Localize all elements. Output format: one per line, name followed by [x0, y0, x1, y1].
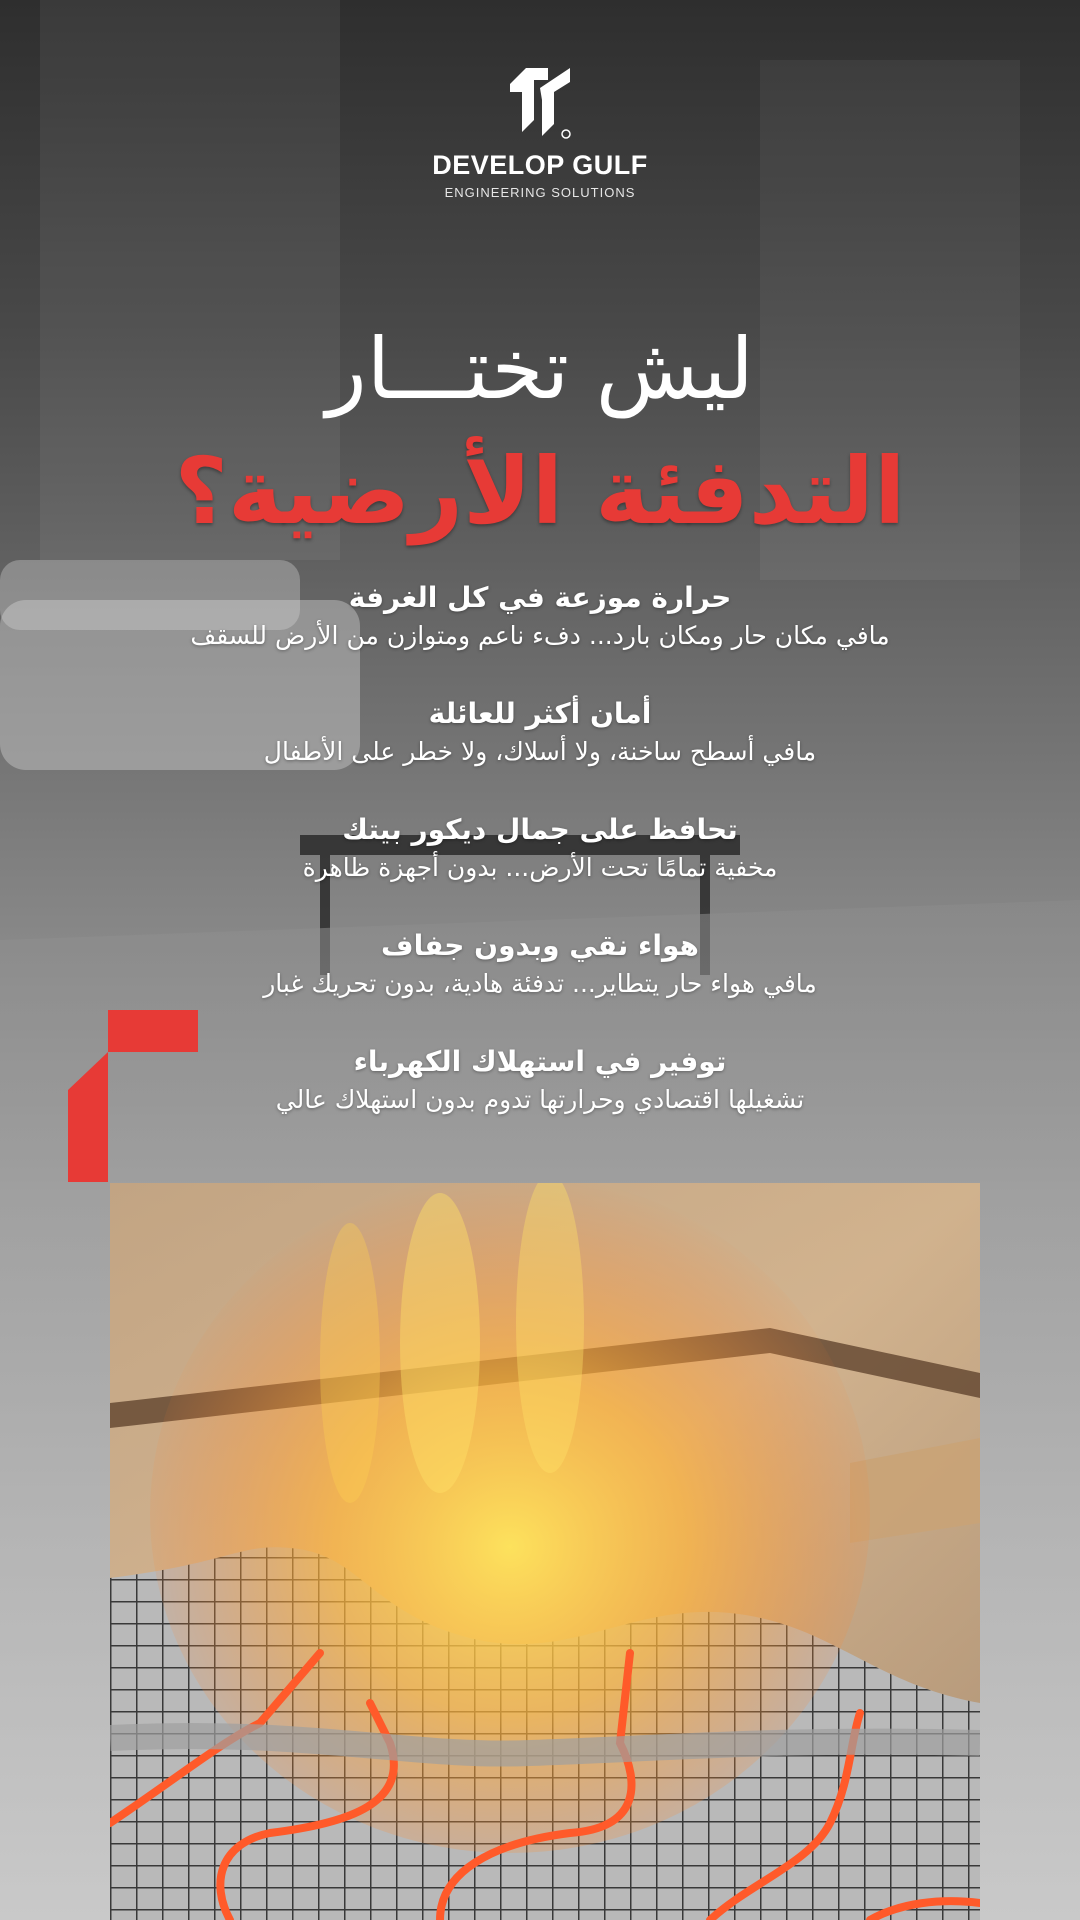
feature-item: [110, 810, 970, 926]
brand-logo: [0, 60, 1080, 200]
feature-item: [110, 578, 970, 694]
feature-item: [110, 1042, 970, 1158]
feature-title: تحافظ على جمال ديكور بيتك: [342, 813, 738, 846]
feature-item: [110, 694, 970, 810]
feature-description: مافي أسطح ساخنة، ولا أسلاك، ولا خطر على الأطفال: [263, 737, 817, 766]
feature-title: هواء نقي وبدون جفاف: [381, 929, 699, 962]
brand-tagline: ENGINEERING SOLUTIONS: [444, 185, 636, 200]
develop-gulf-logo-icon: [504, 60, 576, 144]
feature-description: مافي هواء حار يتطاير... تدفئة هادية، بدون تحريك غبار: [263, 969, 817, 998]
headline-line-2: التدفئة الأرضية؟: [174, 438, 906, 545]
feature-title: توفير في استهلاك الكهرباء: [353, 1045, 727, 1078]
feature-description: تشغيلها اقتصادي وحرارتها تدوم بدون استهلاك عالي: [275, 1085, 805, 1114]
headline-line-1: ليش تختـــار: [326, 320, 754, 418]
red-corner-accent: [68, 1010, 198, 1182]
feature-description: مخفية تمامًا تحت الأرض... بدون أجهزة ظاهرة: [302, 853, 778, 882]
feature-title: حرارة موزعة في كل الغرفة: [348, 581, 732, 614]
feature-title: أمان أكثر للعائلة: [428, 697, 652, 730]
feature-item: [110, 926, 970, 1042]
feature-description: مافي مكان حار ومكان بارد... دفء ناعم ومتوازن من الأرض للسقف: [190, 621, 890, 650]
brand-name: DEVELOP GULF: [432, 150, 648, 180]
features-list: [110, 578, 970, 1158]
floor-heating-illustration: [110, 1183, 980, 1920]
